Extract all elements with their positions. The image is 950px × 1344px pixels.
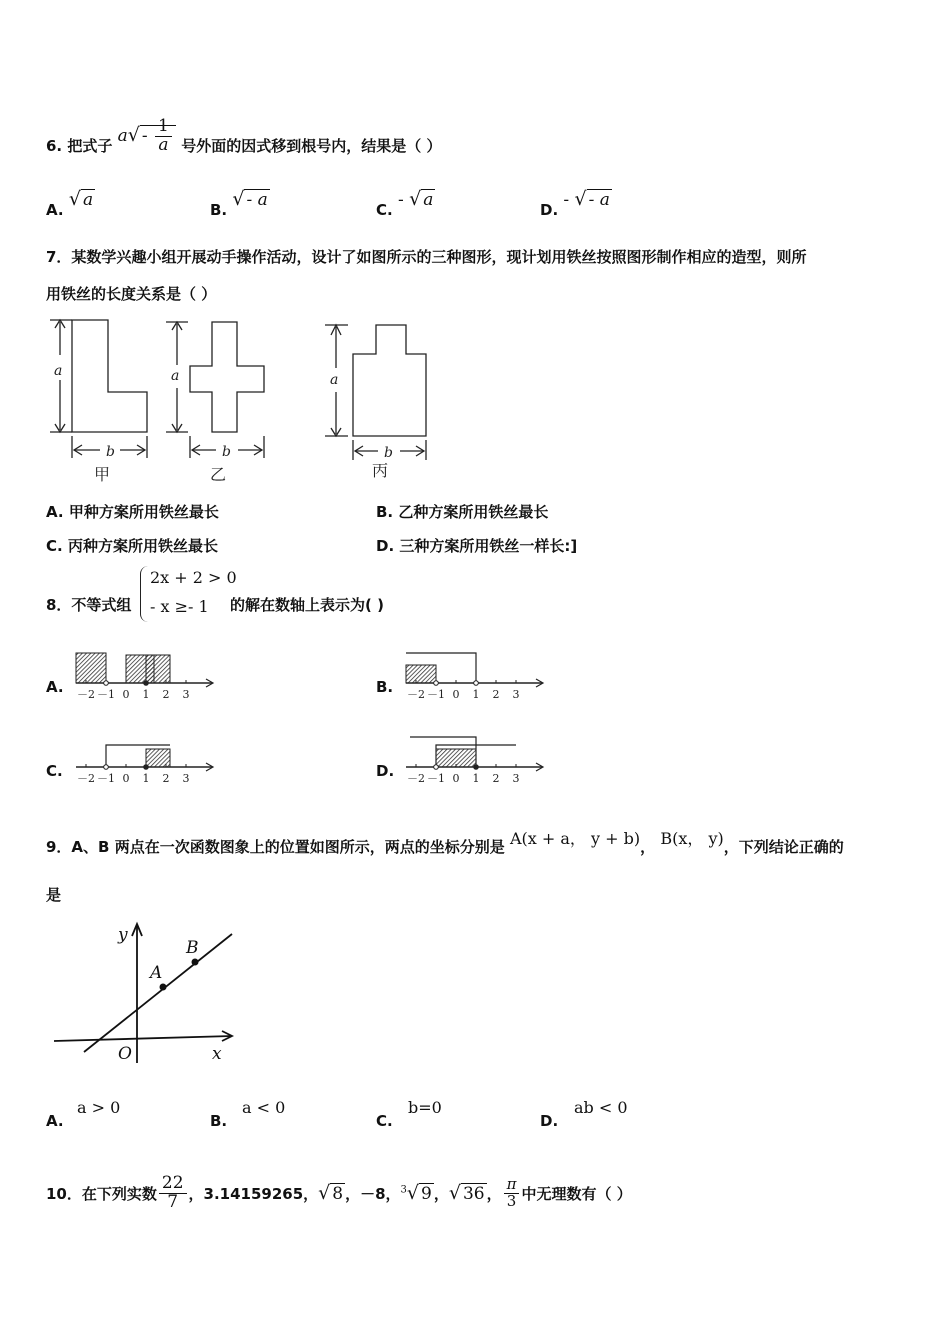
tick-label: －2 <box>407 772 425 785</box>
tick-label: 2 <box>162 772 170 785</box>
point-a-dot <box>160 984 167 991</box>
yi-a-label: a <box>171 368 180 384</box>
bing-shape <box>353 325 426 436</box>
q9-figure <box>50 918 240 1068</box>
origin-label: O <box>118 1044 132 1064</box>
tick-label: －1 <box>427 688 445 701</box>
open-dot <box>434 765 439 770</box>
q10-sqrt8: √ 8 <box>318 1182 344 1204</box>
q9-option-b-text: a < 0 <box>242 1098 286 1117</box>
q6-suffix: 号外面的因式移到根号内，结果是（ ） <box>181 136 442 155</box>
point-b-dot <box>192 959 199 966</box>
tick-label: 1 <box>142 688 150 701</box>
a-label: A <box>150 963 163 983</box>
tick-label: －1 <box>97 688 115 701</box>
q7-line1: 7．某数学兴趣小组开展动手操作活动，设计了如图所示的三种图形，现计划用铁丝按照图形制作相应的造型，则所 <box>46 248 807 266</box>
q10-frac-22-7: $\frac{22}{7}$ <box>159 1175 187 1212</box>
q9-option-c[interactable]: C. <box>376 1112 393 1130</box>
tick-label: 3 <box>512 772 520 785</box>
tick-label: 1 <box>142 772 150 785</box>
tick-label: －2 <box>407 688 425 701</box>
b-label: B <box>186 938 199 958</box>
tick-label: －2 <box>77 772 95 785</box>
function-line <box>84 934 232 1052</box>
q7-option-d[interactable]: D. 三种方案所用铁丝一样长:] <box>376 537 578 555</box>
shaded-region <box>146 655 170 683</box>
q10-cbrt9: $^3$√ 9 <box>400 1182 432 1204</box>
yi-name: 乙 <box>210 465 227 484</box>
shaded-region <box>436 749 476 767</box>
q8-option-c-label[interactable]: C. <box>46 762 63 780</box>
closed-dot <box>144 681 149 686</box>
q10-sqrt36: √ 36 <box>448 1182 485 1204</box>
q9-point-b: B(x， y) <box>660 829 724 848</box>
tick-label: 3 <box>182 772 190 785</box>
tick-label: 0 <box>122 772 130 785</box>
q8-ineq2: - x ≥- 1 <box>150 597 209 616</box>
q8-numberline-a[interactable] <box>70 648 220 704</box>
q6-prefix: 把式子 <box>67 136 113 155</box>
open-dot <box>474 681 479 686</box>
q8-option-d-label[interactable]: D. <box>376 762 395 780</box>
bing-name: 丙 <box>372 461 389 480</box>
tick-label: 3 <box>182 688 190 701</box>
q9-option-c-text: b=0 <box>408 1098 442 1117</box>
q6-number: 6. <box>46 136 63 155</box>
q6-option-b[interactable]: B. √ - a <box>210 188 268 219</box>
q9-option-d[interactable]: D. <box>540 1112 559 1130</box>
jia-name: 甲 <box>94 465 111 484</box>
q9-option-d-text: ab < 0 <box>574 1098 628 1117</box>
q7-figure <box>40 310 440 485</box>
tick-label: 2 <box>162 688 170 701</box>
q6-option-d[interactable]: D. - √ - a <box>540 188 610 219</box>
y-label: y <box>118 925 128 945</box>
jia-shape <box>72 320 147 432</box>
shaded-region <box>146 749 170 767</box>
yi-b-label: b <box>222 444 231 460</box>
tick-label: 0 <box>452 772 460 785</box>
q8-numberline-c[interactable] <box>70 732 220 788</box>
q9-line2: 是 <box>46 886 62 904</box>
shaded-region <box>406 665 436 683</box>
jia-b-label: b <box>106 444 115 460</box>
q8-option-b-label[interactable]: B. <box>376 678 394 696</box>
q6-option-a[interactable]: A. √ a <box>46 188 94 219</box>
tick-label: 1 <box>472 772 480 785</box>
closed-dot <box>144 765 149 770</box>
tick-label: 1 <box>472 688 480 701</box>
q8-numberline-d[interactable] <box>400 732 550 788</box>
q8-option-a-label[interactable]: A. <box>46 678 64 696</box>
jia-a-label: a <box>54 363 63 379</box>
shaded-region <box>76 653 106 683</box>
q9-option-a-text: a > 0 <box>77 1098 121 1117</box>
open-dot <box>434 681 439 686</box>
tick-label: －2 <box>77 688 95 701</box>
q7-option-c[interactable]: C. 丙种方案所用铁丝最长 <box>46 537 218 555</box>
tick-label: －1 <box>97 772 115 785</box>
q6-option-c[interactable]: C. - √ a <box>376 188 434 219</box>
tick-label: 0 <box>452 688 460 701</box>
tick-label: 2 <box>492 772 500 785</box>
q9-option-b[interactable]: B. <box>210 1112 228 1130</box>
q6-stem <box>46 116 442 165</box>
q8-ineq1: 2x + 2 > 0 <box>150 568 237 587</box>
q7-option-a[interactable]: A. 甲种方案所用铁丝最长 <box>46 503 219 521</box>
q10-stem: 10．在下列实数 $\frac{22}{7}$ ，3.14159265， √ 8 ，－8， $^3$√ 9 ， √ 36 ， $\frac{\pi}{3}$ 中无理数有（ ） <box>46 1172 632 1212</box>
q8-suffix: 的解在数轴上表示为( ) <box>230 596 384 614</box>
q10-frac-pi-3: $\frac{\pi}{3}$ <box>504 1177 520 1210</box>
closed-dot <box>474 765 479 770</box>
x-label: x <box>212 1044 222 1064</box>
q7-line2: 用铁丝的长度关系是（ ） <box>46 285 217 303</box>
tick-label: 3 <box>512 688 520 701</box>
open-dot <box>104 765 109 770</box>
x-axis <box>54 1036 232 1041</box>
q7-option-b[interactable]: B. 乙种方案所用铁丝最长 <box>376 503 549 521</box>
tick-label: 0 <box>122 688 130 701</box>
open-dot <box>104 681 109 686</box>
q8-numberline-b[interactable] <box>400 648 550 704</box>
q9-line1: 9．A、B 两点在一次函数图象上的位置如图所示，两点的坐标分别是 A(x + a， y + b)， B(x， y)，下列结论正确的 <box>46 829 844 856</box>
q9-option-a[interactable]: A. <box>46 1112 64 1130</box>
bing-a-label: a <box>330 372 339 388</box>
tick-label: －1 <box>427 772 445 785</box>
bing-b-label: b <box>384 445 393 461</box>
q6-expression: a√ - $\frac{1}{a}$ <box>118 126 182 146</box>
yi-shape <box>190 322 264 432</box>
tick-label: 2 <box>492 688 500 701</box>
q8-number: 8．不等式组 <box>46 596 132 614</box>
q9-point-a: A(x + a， y + b) <box>509 829 641 848</box>
